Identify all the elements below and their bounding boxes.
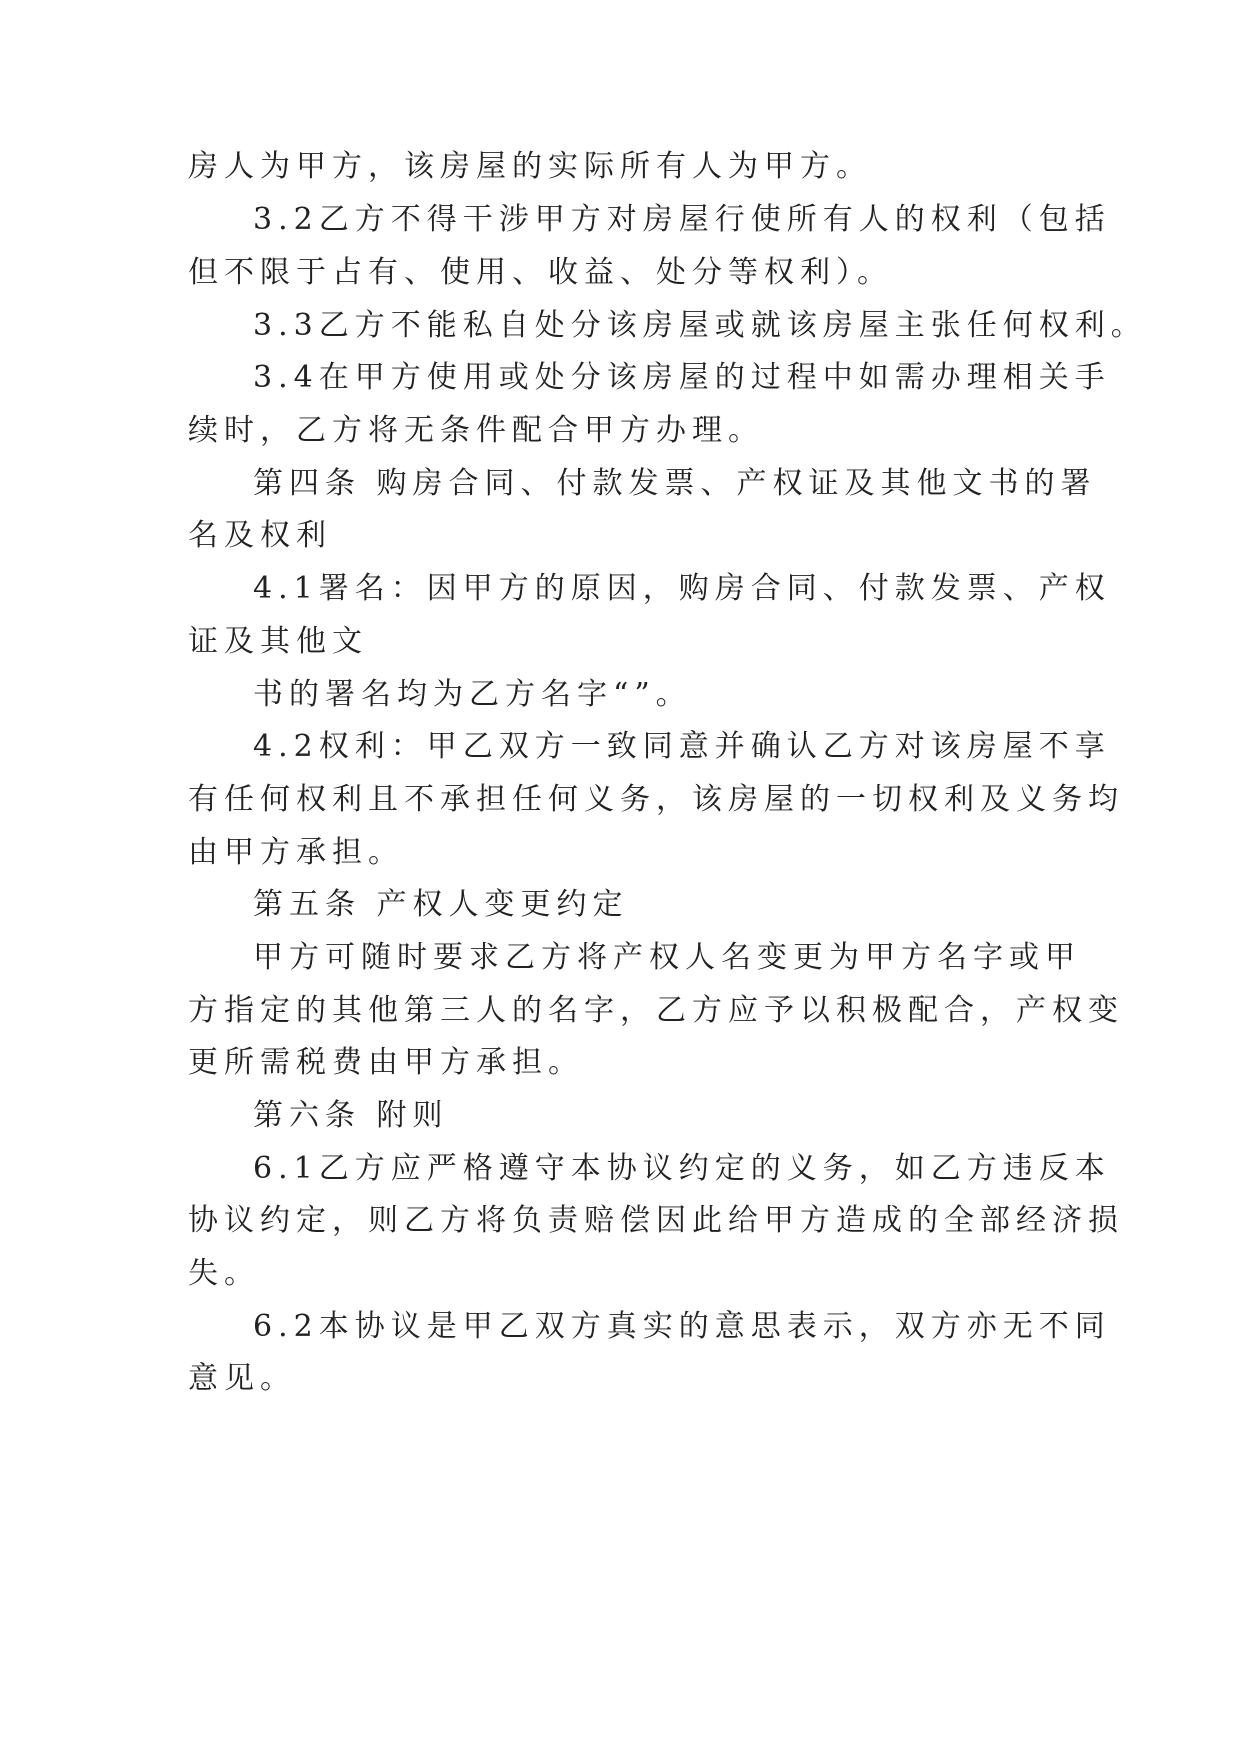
- text-line: 失。: [188, 1256, 260, 1291]
- section-heading: 第六条 附则: [253, 1098, 449, 1133]
- text-line: 书的署名均为乙方名字“”。: [253, 677, 692, 712]
- section-heading: 名及权利: [188, 518, 332, 553]
- text-line: 续时，乙方将无条件配合甲方办理。: [188, 413, 764, 448]
- text-line: 6.1乙方应严格遵守本协议约定的义务，如乙方违反本: [253, 1151, 1111, 1186]
- text-line: 协议约定，则乙方将负责赔偿因此给甲方造成的全部经济损: [188, 1203, 1124, 1238]
- text-line: 但不限于占有、使用、收益、处分等权利）。: [188, 255, 893, 290]
- text-line: 甲方可随时要求乙方将产权人名变更为甲方名字或甲: [253, 940, 1081, 975]
- text-line: 3.3乙方不能私自处分该房屋或就该房屋主张任何权利。: [253, 308, 1147, 343]
- text-line: 更所需税费由甲方承担。: [188, 1045, 584, 1080]
- text-line: 有任何权利且不承担任何义务，该房屋的一切权利及义务均: [188, 782, 1124, 817]
- section-heading: 第五条 产权人变更约定: [253, 887, 629, 922]
- text-line: 3.4在甲方使用或处分该房屋的过程中如需办理相关手: [253, 360, 1111, 395]
- text-line: 6.2本协议是甲乙双方真实的意思表示，双方亦无不同: [253, 1309, 1111, 1344]
- text-line: 4.2权利：甲乙双方一致同意并确认乙方对该房屋不享: [253, 729, 1111, 764]
- text-line: 4.1署名：因甲方的原因，购房合同、付款发票、产权: [253, 571, 1111, 606]
- text-line: 方指定的其他第三人的名字，乙方应予以积极配合，产权变: [188, 993, 1124, 1028]
- text-line: 房人为甲方，该房屋的实际所有人为甲方。: [188, 149, 872, 184]
- text-line: 证及其他文: [188, 624, 368, 659]
- section-heading: 第四条 购房合同、付款发票、产权证及其他文书的署: [253, 466, 1097, 501]
- text-line: 意见。: [188, 1361, 296, 1396]
- text-line: 3.2乙方不得干涉甲方对房屋行使所有人的权利（包括: [253, 202, 1111, 237]
- text-line: 由甲方承担。: [188, 835, 404, 870]
